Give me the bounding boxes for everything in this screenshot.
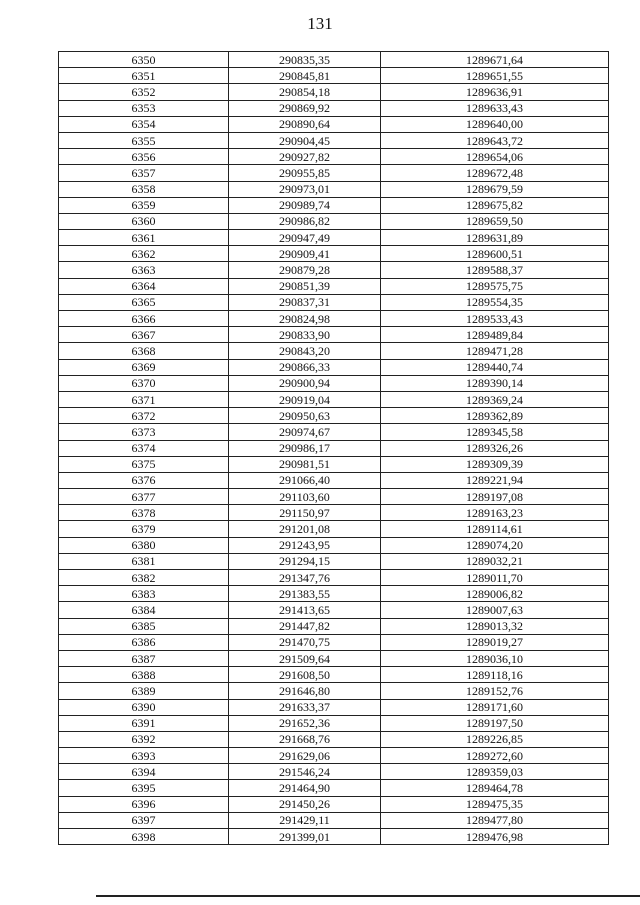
y-coordinate-cell: 1289476,98 [381, 829, 609, 845]
table-row [59, 213, 609, 229]
coordinates-table [58, 51, 609, 845]
table-row [59, 764, 609, 780]
table-row [59, 553, 609, 569]
table-row [59, 246, 609, 262]
x-coordinate-cell: 291399,01 [229, 829, 381, 845]
y-coordinate-cell: 1289679,59 [381, 181, 609, 197]
x-coordinate-cell: 290947,49 [229, 230, 381, 246]
y-coordinate-cell: 1289633,43 [381, 100, 609, 116]
x-coordinate-cell: 290845,81 [229, 68, 381, 84]
point-number-cell: 6384 [59, 602, 229, 618]
x-coordinate-cell: 291066,40 [229, 472, 381, 488]
y-coordinate-cell: 1289588,37 [381, 262, 609, 278]
y-coordinate-cell: 1289197,08 [381, 489, 609, 505]
table-row [59, 294, 609, 310]
x-coordinate-cell: 290851,39 [229, 278, 381, 294]
table-row [59, 327, 609, 343]
y-coordinate-cell: 1289471,28 [381, 343, 609, 359]
table-row [59, 537, 609, 553]
y-coordinate-cell: 1289036,10 [381, 650, 609, 666]
y-coordinate-cell: 1289007,63 [381, 602, 609, 618]
table-row [59, 165, 609, 181]
y-coordinate-cell: 1289163,23 [381, 505, 609, 521]
point-number-cell: 6370 [59, 375, 229, 391]
point-number-cell: 6385 [59, 618, 229, 634]
table-row [59, 715, 609, 731]
y-coordinate-cell: 1289309,39 [381, 456, 609, 472]
y-coordinate-cell: 1289440,74 [381, 359, 609, 375]
y-coordinate-cell: 1289013,32 [381, 618, 609, 634]
point-number-cell: 6359 [59, 197, 229, 213]
point-number-cell: 6378 [59, 505, 229, 521]
y-coordinate-cell: 1289114,61 [381, 521, 609, 537]
y-coordinate-cell: 1289643,72 [381, 132, 609, 148]
page-number: 131 [307, 14, 333, 33]
y-coordinate-cell: 1289651,55 [381, 68, 609, 84]
x-coordinate-cell: 291450,26 [229, 796, 381, 812]
y-coordinate-cell: 1289477,80 [381, 812, 609, 828]
y-coordinate-cell: 1289464,78 [381, 780, 609, 796]
x-coordinate-cell: 291464,90 [229, 780, 381, 796]
point-number-cell: 6354 [59, 116, 229, 132]
table-row [59, 731, 609, 747]
table-row [59, 181, 609, 197]
table-row [59, 489, 609, 505]
table-row [59, 586, 609, 602]
point-number-cell: 6373 [59, 424, 229, 440]
table-row [59, 829, 609, 845]
y-coordinate-cell: 1289369,24 [381, 391, 609, 407]
y-coordinate-cell: 1289221,94 [381, 472, 609, 488]
y-coordinate-cell: 1289074,20 [381, 537, 609, 553]
point-number-cell: 6375 [59, 456, 229, 472]
table-row [59, 505, 609, 521]
x-coordinate-cell: 291413,65 [229, 602, 381, 618]
x-coordinate-cell: 291383,55 [229, 586, 381, 602]
table-row [59, 52, 609, 68]
table-row [59, 68, 609, 84]
y-coordinate-cell: 1289390,14 [381, 375, 609, 391]
x-coordinate-cell: 291652,36 [229, 715, 381, 731]
x-coordinate-cell: 291509,64 [229, 650, 381, 666]
y-coordinate-cell: 1289659,50 [381, 213, 609, 229]
table-row [59, 197, 609, 213]
point-number-cell: 6387 [59, 650, 229, 666]
y-coordinate-cell: 1289675,82 [381, 197, 609, 213]
point-number-cell: 6356 [59, 149, 229, 165]
table-row [59, 408, 609, 424]
x-coordinate-cell: 290904,45 [229, 132, 381, 148]
x-coordinate-cell: 290909,41 [229, 246, 381, 262]
y-coordinate-cell: 1289006,82 [381, 586, 609, 602]
table-row [59, 262, 609, 278]
table-row [59, 602, 609, 618]
point-number-cell: 6368 [59, 343, 229, 359]
y-coordinate-cell: 1289359,03 [381, 764, 609, 780]
y-coordinate-cell: 1289672,48 [381, 165, 609, 181]
y-coordinate-cell: 1289019,27 [381, 634, 609, 650]
table-row [59, 424, 609, 440]
table-row [59, 683, 609, 699]
x-coordinate-cell: 290986,17 [229, 440, 381, 456]
y-coordinate-cell: 1289272,60 [381, 748, 609, 764]
y-coordinate-cell: 1289636,91 [381, 84, 609, 100]
table-row [59, 456, 609, 472]
point-number-cell: 6351 [59, 68, 229, 84]
point-number-cell: 6358 [59, 181, 229, 197]
x-coordinate-cell: 290869,92 [229, 100, 381, 116]
table-row [59, 570, 609, 586]
y-coordinate-cell: 1289475,35 [381, 796, 609, 812]
y-coordinate-cell: 1289118,16 [381, 667, 609, 683]
x-coordinate-cell: 290950,63 [229, 408, 381, 424]
x-coordinate-cell: 291150,97 [229, 505, 381, 521]
y-coordinate-cell: 1289011,70 [381, 570, 609, 586]
point-number-cell: 6374 [59, 440, 229, 456]
point-number-cell: 6371 [59, 391, 229, 407]
x-coordinate-cell: 290919,04 [229, 391, 381, 407]
point-number-cell: 6396 [59, 796, 229, 812]
x-coordinate-cell: 291447,82 [229, 618, 381, 634]
point-number-cell: 6393 [59, 748, 229, 764]
x-coordinate-cell: 291243,95 [229, 537, 381, 553]
point-number-cell: 6388 [59, 667, 229, 683]
point-number-cell: 6376 [59, 472, 229, 488]
point-number-cell: 6397 [59, 812, 229, 828]
table-row [59, 100, 609, 116]
table-row [59, 667, 609, 683]
point-number-cell: 6357 [59, 165, 229, 181]
y-coordinate-cell: 1289032,21 [381, 553, 609, 569]
point-number-cell: 6395 [59, 780, 229, 796]
point-number-cell: 6362 [59, 246, 229, 262]
y-coordinate-cell: 1289226,85 [381, 731, 609, 747]
y-coordinate-cell: 1289489,84 [381, 327, 609, 343]
point-number-cell: 6381 [59, 553, 229, 569]
table-row [59, 440, 609, 456]
y-coordinate-cell: 1289671,64 [381, 52, 609, 68]
y-coordinate-cell: 1289362,89 [381, 408, 609, 424]
point-number-cell: 6392 [59, 731, 229, 747]
point-number-cell: 6379 [59, 521, 229, 537]
x-coordinate-cell: 291646,80 [229, 683, 381, 699]
y-coordinate-cell: 1289654,06 [381, 149, 609, 165]
point-number-cell: 6398 [59, 829, 229, 845]
point-number-cell: 6386 [59, 634, 229, 650]
x-coordinate-cell: 290974,67 [229, 424, 381, 440]
x-coordinate-cell: 291429,11 [229, 812, 381, 828]
point-number-cell: 6390 [59, 699, 229, 715]
x-coordinate-cell: 290824,98 [229, 311, 381, 327]
x-coordinate-cell: 290955,85 [229, 165, 381, 181]
point-number-cell: 6353 [59, 100, 229, 116]
x-coordinate-cell: 290837,31 [229, 294, 381, 310]
x-coordinate-cell: 290973,01 [229, 181, 381, 197]
table-row [59, 311, 609, 327]
x-coordinate-cell: 290986,82 [229, 213, 381, 229]
y-coordinate-cell: 1289152,76 [381, 683, 609, 699]
point-number-cell: 6389 [59, 683, 229, 699]
point-number-cell: 6372 [59, 408, 229, 424]
x-coordinate-cell: 290833,90 [229, 327, 381, 343]
table-row [59, 748, 609, 764]
y-coordinate-cell: 1289631,89 [381, 230, 609, 246]
point-number-cell: 6394 [59, 764, 229, 780]
point-number-cell: 6382 [59, 570, 229, 586]
table-row [59, 149, 609, 165]
y-coordinate-cell: 1289640,00 [381, 116, 609, 132]
table-row [59, 699, 609, 715]
coordinates-table-body [59, 52, 609, 845]
bottom-rule [96, 895, 640, 897]
table-row [59, 796, 609, 812]
table-row [59, 84, 609, 100]
point-number-cell: 6380 [59, 537, 229, 553]
table-row [59, 132, 609, 148]
point-number-cell: 6391 [59, 715, 229, 731]
point-number-cell: 6352 [59, 84, 229, 100]
y-coordinate-cell: 1289533,43 [381, 311, 609, 327]
x-coordinate-cell: 290890,64 [229, 116, 381, 132]
point-number-cell: 6383 [59, 586, 229, 602]
x-coordinate-cell: 290900,94 [229, 375, 381, 391]
x-coordinate-cell: 291546,24 [229, 764, 381, 780]
x-coordinate-cell: 290854,18 [229, 84, 381, 100]
table-row [59, 230, 609, 246]
point-number-cell: 6350 [59, 52, 229, 68]
point-number-cell: 6361 [59, 230, 229, 246]
point-number-cell: 6366 [59, 311, 229, 327]
y-coordinate-cell: 1289575,75 [381, 278, 609, 294]
table-row [59, 521, 609, 537]
point-number-cell: 6377 [59, 489, 229, 505]
x-coordinate-cell: 291347,76 [229, 570, 381, 586]
table-row [59, 618, 609, 634]
y-coordinate-cell: 1289345,58 [381, 424, 609, 440]
table-row [59, 116, 609, 132]
x-coordinate-cell: 290866,33 [229, 359, 381, 375]
table-row [59, 634, 609, 650]
point-number-cell: 6355 [59, 132, 229, 148]
x-coordinate-cell: 291470,75 [229, 634, 381, 650]
x-coordinate-cell: 291668,76 [229, 731, 381, 747]
x-coordinate-cell: 290835,35 [229, 52, 381, 68]
table-row [59, 343, 609, 359]
x-coordinate-cell: 291201,08 [229, 521, 381, 537]
point-number-cell: 6367 [59, 327, 229, 343]
point-number-cell: 6369 [59, 359, 229, 375]
y-coordinate-cell: 1289554,35 [381, 294, 609, 310]
x-coordinate-cell: 291608,50 [229, 667, 381, 683]
table-row [59, 472, 609, 488]
table-row [59, 375, 609, 391]
point-number-cell: 6360 [59, 213, 229, 229]
x-coordinate-cell: 291103,60 [229, 489, 381, 505]
x-coordinate-cell: 290989,74 [229, 197, 381, 213]
x-coordinate-cell: 291294,15 [229, 553, 381, 569]
point-number-cell: 6364 [59, 278, 229, 294]
x-coordinate-cell: 290927,82 [229, 149, 381, 165]
y-coordinate-cell: 1289171,60 [381, 699, 609, 715]
point-number-cell: 6365 [59, 294, 229, 310]
x-coordinate-cell: 290981,51 [229, 456, 381, 472]
point-number-cell: 6363 [59, 262, 229, 278]
table-row [59, 391, 609, 407]
x-coordinate-cell: 290843,20 [229, 343, 381, 359]
table-row [59, 359, 609, 375]
table-row [59, 650, 609, 666]
x-coordinate-cell: 291629,06 [229, 748, 381, 764]
x-coordinate-cell: 291633,37 [229, 699, 381, 715]
table-row [59, 278, 609, 294]
y-coordinate-cell: 1289600,51 [381, 246, 609, 262]
y-coordinate-cell: 1289197,50 [381, 715, 609, 731]
table-row [59, 780, 609, 796]
x-coordinate-cell: 290879,28 [229, 262, 381, 278]
table-row [59, 812, 609, 828]
y-coordinate-cell: 1289326,26 [381, 440, 609, 456]
